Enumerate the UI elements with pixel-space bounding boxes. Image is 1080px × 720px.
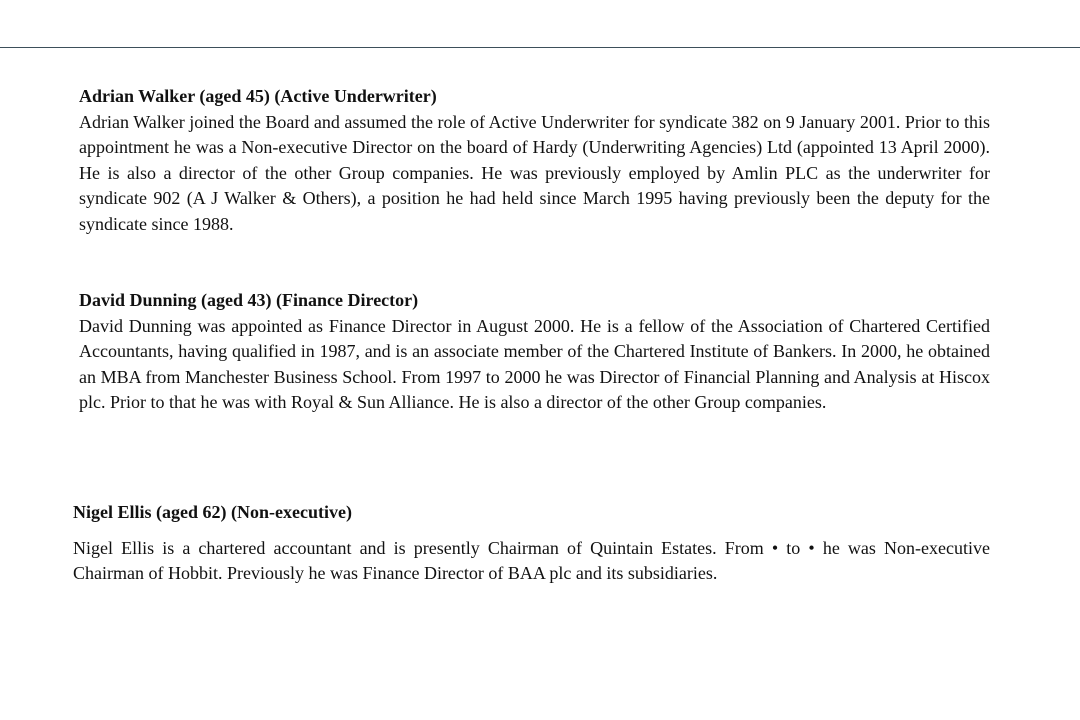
bio-heading: Nigel Ellis (aged 62) (Non-executive) [73, 502, 352, 522]
bio-text: Nigel Ellis is a chartered accountant and is presently Chairman of Quintain Estates. From • to • he was Non-executive Chairman of Hobbit. Previously he was Finance Director of BAA plc and its subsidiaries. [73, 537, 990, 583]
bio-text: Adrian Walker joined the Board and assumed the role of Active Underwriter for syndicate 382 on 9 January 2001. Prior to this appointment he was a Non-executive Director on the board of Hardy (Underwriting Agencies) Ltd (appointed 13 April 2000). He is also a director of the other Group companies. He was previously employed by Amlin PLC as the underwriter for syndicate 902 (A J Walker & Others), a position he had held since March 1995 having previously been the deputy for the syndicate since 1988. [79, 111, 990, 234]
bio-david-dunning [79, 288, 990, 416]
bio-nigel-ellis [73, 500, 990, 587]
bio-heading: Adrian Walker (aged 45) (Active Underwriter) [79, 86, 437, 106]
bio-text: David Dunning was appointed as Finance Director in August 2000. He is a fellow of the Association of Chartered Certified Accountants, having qualified in 1987, and is an associate member of the Chartered Institute of Bankers. In 2000, he obtained an MBA from Manchester Business School. From 1997 to 2000 he was Director of Financial Planning and Analysis at Hiscox plc. Prior to that he was with Royal & Sun Alliance. He is also a director of the other Group companies. [79, 315, 990, 412]
top-divider [0, 47, 1080, 48]
bio-adrian-walker [79, 84, 990, 237]
bio-heading: David Dunning (aged 43) (Finance Director) [79, 290, 419, 310]
